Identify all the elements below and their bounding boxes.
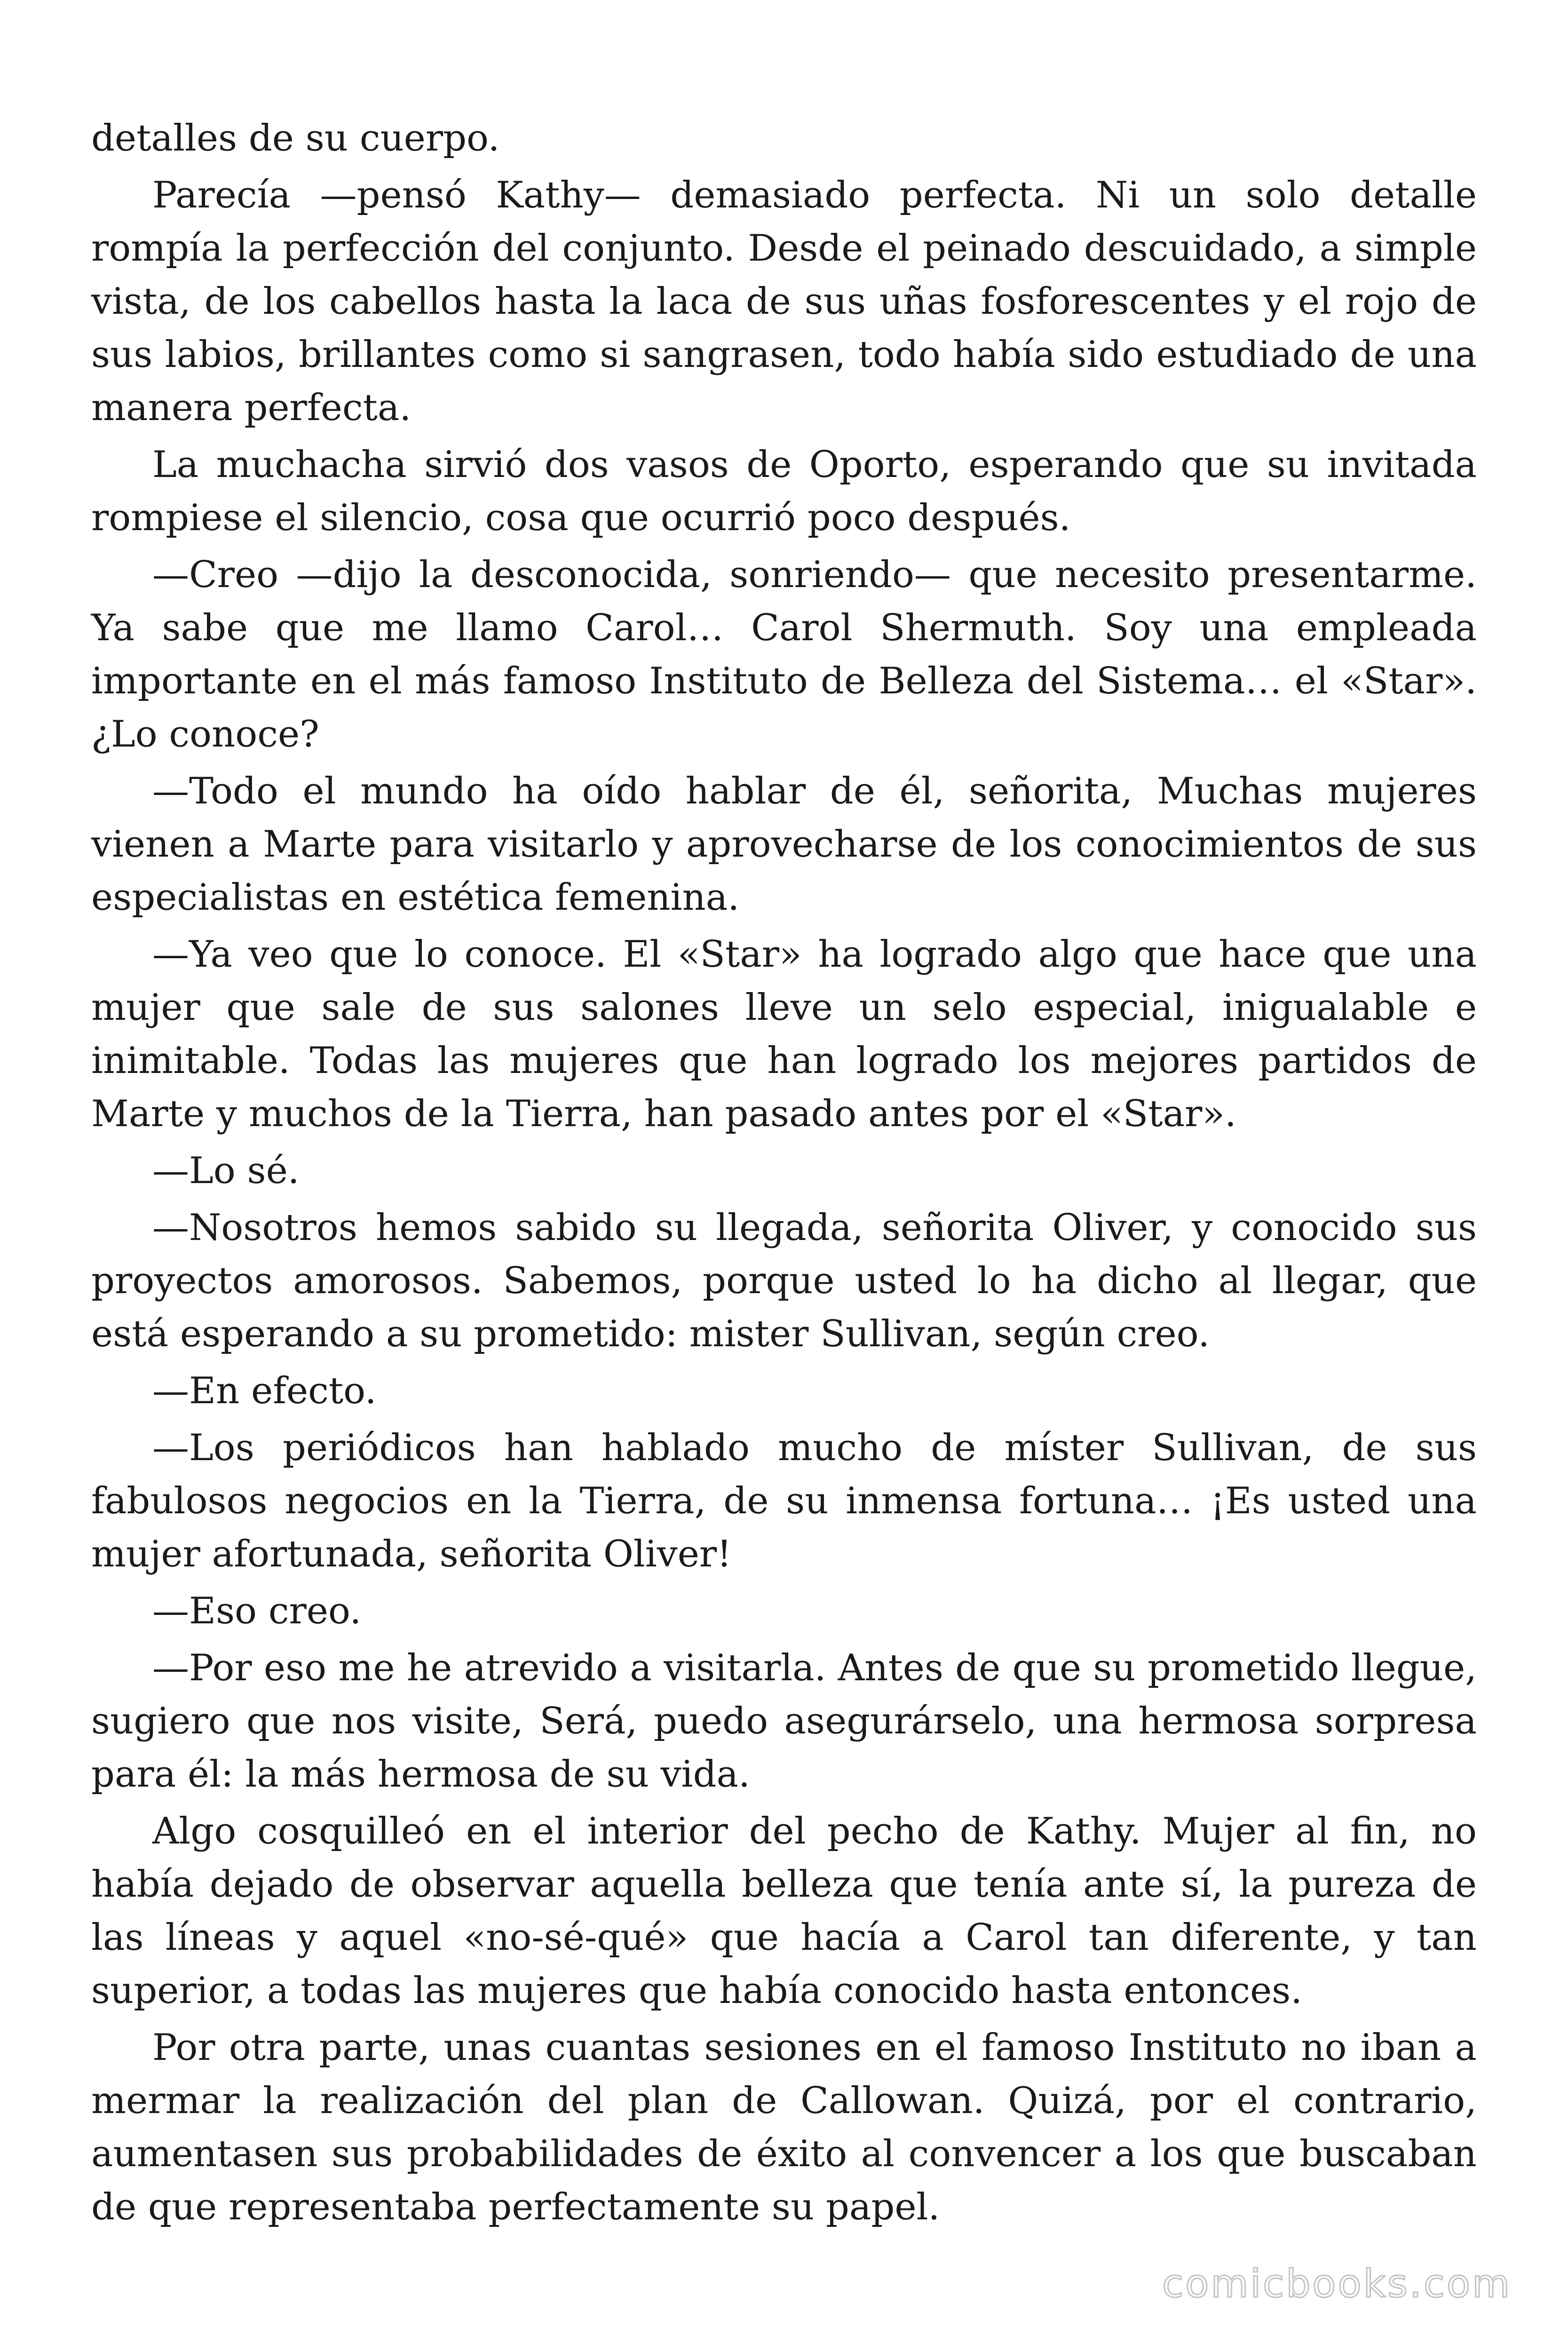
paragraph: —Ya veo que lo conoce. El «Star» ha logrado algo que hace que una mujer que sale de sus salones lleve un selo especial, inigualable e inimitable. Todas las mujeres que han logrado los mejores partidos de Marte y muchos de la Tierra, han pasado antes por el «Star». — [91, 933, 1477, 1135]
paragraph: Parecía —pensó Kathy— demasiado perfecta. Ni un solo detalle rompía la perfección del conjunto. Desde el peinado descuidado, a simple vista, de los cabellos hasta la laca de sus uñas fosforescentes y el rojo de sus labios, brillantes como si sangrasen, todo había sido estudiado de una manera perfecta. — [91, 174, 1477, 429]
paragraph: Por otra parte, unas cuantas sesiones en el famoso Instituto no iban a mermar la realización del plan de Callowan. Quizá, por el contrario, aumentasen sus probabilidades de éxito al convencer a los que buscaban de que representaba perfectamente su papel. — [91, 2026, 1477, 2228]
paragraph: —Lo sé. — [152, 1150, 300, 1192]
paragraph: —Los periódicos han hablado mucho de míster Sullivan, de sus fabulosos negocios en la Tierra, de su inmensa fortuna… ¡Es usted una mujer afortunada, señorita Oliver! — [91, 1427, 1477, 1575]
paragraph: —Eso creo. — [152, 1590, 362, 1632]
paragraph: —En efecto. — [152, 1370, 377, 1412]
watermark: comicbooks.com — [1162, 2262, 1512, 2306]
paragraph: detalles de su cuerpo. — [91, 117, 500, 159]
paragraph: La muchacha sirvió dos vasos de Oporto, esperando que su invitada rompiese el silencio, cosa que ocurrió poco después. — [91, 444, 1477, 539]
paragraph: Algo cosquilleó en el interior del pecho de Kathy. Mujer al fin, no había dejado de observar aquella belleza que tenía ante sí, la pureza de las líneas y aquel «no-sé-qué» que hacía a Carol tan diferente, y tan superior, a todas las mujeres que había conocido hasta entonces. — [91, 1810, 1477, 2012]
paragraph: —Por eso me he atrevido a visitarla. Antes de que su prometido llegue, sugiero que nos visite, Será, puedo asegurárselo, una hermosa sorpresa para él: la más hermosa de su vida. — [91, 1647, 1477, 1796]
page-text — [91, 112, 1477, 2238]
paragraph: —Nosotros hemos sabido su llegada, señorita Oliver, y conocido sus proyectos amorosos. Sabemos, porque usted lo ha dicho al llegar, que está esperando a su prometido: mister Sullivan, según creo. — [91, 1207, 1477, 1355]
paragraph: —Creo —dijo la desconocida, sonriendo— que necesito presentarme. Ya sabe que me llamo Carol… Carol Shermuth. Soy una empleada importante en el más famoso Instituto de Belleza del Sistema… el «Star». ¿Lo conoce? — [91, 554, 1477, 755]
paragraph: —Todo el mundo ha oído hablar de él, señorita, Muchas mujeres vienen a Marte para visitarlo y aprovecharse de los conocimientos de sus especialistas en estética femenina. — [91, 770, 1477, 919]
